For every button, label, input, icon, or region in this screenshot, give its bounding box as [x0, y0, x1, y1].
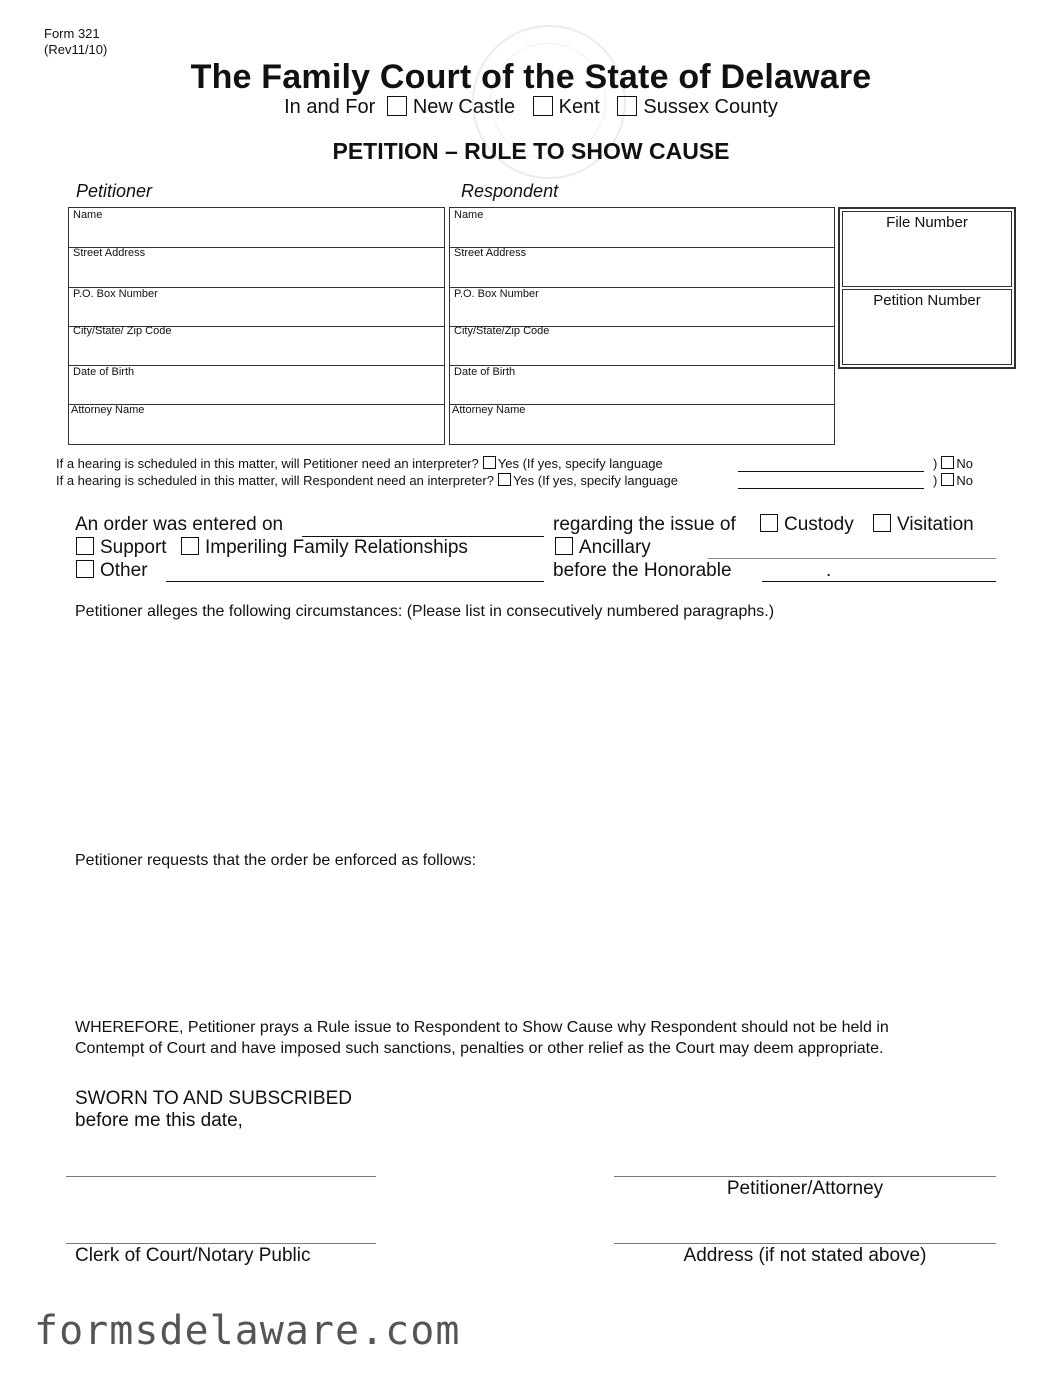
support-option	[76, 537, 167, 559]
visitation-label: Visitation	[897, 514, 974, 535]
petition-title: PETITION – RULE TO SHOW CAUSE	[332, 138, 730, 164]
site-watermark: formsdelaware.com	[34, 1308, 461, 1354]
file-number-field[interactable]	[842, 211, 1012, 287]
ancillary-input[interactable]	[708, 540, 996, 559]
petitioner-name-field[interactable]: Name	[73, 209, 103, 221]
other-option	[76, 560, 148, 582]
petitioner-pobox-field[interactable]: P.O. Box Number	[73, 288, 158, 300]
ancillary-option	[555, 537, 651, 559]
respondent-attorney-field[interactable]: Attorney Name	[452, 404, 526, 416]
respondent-interpreter-no-label: No	[956, 473, 973, 488]
custody-checkbox[interactable]	[760, 514, 778, 532]
custody-option	[760, 514, 854, 536]
ancillary-checkbox[interactable]	[555, 537, 573, 555]
petitioner-interpreter-row	[56, 456, 663, 471]
respondent-dob-field[interactable]: Date of Birth	[454, 366, 516, 378]
petitioner-info-box	[68, 207, 445, 445]
petitioner-interpreter-no	[933, 456, 973, 471]
petitioner-street-field[interactable]: Street Address	[73, 247, 146, 259]
county-selector	[0, 96, 1062, 119]
clerk-label: Clerk of Court/Notary Public	[75, 1245, 311, 1266]
petitioner-interpreter-question: If a hearing is scheduled in this matter, will Petitioner need an interpreter?	[56, 456, 479, 471]
visitation-option	[873, 514, 974, 536]
notary-date-signature-line[interactable]	[66, 1176, 376, 1177]
other-label: Other	[100, 560, 148, 581]
petitioner-attorney-field[interactable]: Attorney Name	[71, 404, 145, 416]
requests-text-area[interactable]	[75, 880, 995, 1010]
sworn-line-1: SWORN TO AND SUBSCRIBED	[75, 1088, 352, 1109]
kent-label: Kent	[558, 96, 600, 118]
respondent-info-box	[449, 207, 835, 445]
order-date-input[interactable]	[302, 516, 544, 537]
wherefore-line-2: Contempt of Court and have imposed such sanctions, penalties or other relief as the Court may deem appropriate.	[75, 1040, 884, 1057]
judge-period: .	[826, 560, 832, 581]
respondent-interpreter-no-checkbox[interactable]	[941, 473, 954, 486]
wherefore-line-1: WHEREFORE, Petitioner prays a Rule issue to Respondent to Show Cause why Respondent should not be held in	[75, 1019, 889, 1036]
allegations-text-area[interactable]	[75, 630, 995, 840]
respondent-interpreter-row	[56, 473, 678, 488]
imperiling-option	[181, 537, 468, 559]
sworn-line-2: before me this date,	[75, 1110, 243, 1131]
before-honorable-label: before the Honorable	[553, 560, 732, 581]
respondent-interpreter-no	[933, 473, 973, 488]
clerk-signature-line[interactable]	[66, 1243, 376, 1244]
respondent-street-field[interactable]: Street Address	[454, 247, 527, 259]
other-input[interactable]	[166, 562, 544, 582]
imperiling-label: Imperiling Family Relationships	[205, 537, 468, 558]
petitioner-signature-line[interactable]	[614, 1176, 996, 1177]
new-castle-checkbox[interactable]	[387, 96, 407, 116]
file-number-box	[838, 207, 1016, 369]
respondent-heading: Respondent	[461, 181, 559, 201]
regarding-label: regarding the issue of	[553, 514, 736, 535]
petitioner-interpreter-no-label: No	[956, 456, 973, 471]
respondent-interpreter-yes-label: Yes (If yes, specify language	[512, 473, 678, 488]
petition-number-label: Petition Number	[873, 292, 981, 309]
form-revision: (Rev11/10)	[44, 42, 108, 57]
petitioner-interpreter-yes-checkbox[interactable]	[483, 456, 496, 469]
judge-name-input[interactable]	[762, 562, 996, 582]
sussex-checkbox[interactable]	[617, 96, 637, 116]
respondent-interpreter-question: If a hearing is scheduled in this matter, will Respondent need an interpreter?	[56, 473, 494, 488]
petitioner-interpreter-yes-label: Yes (If yes, specify language	[497, 456, 663, 471]
custody-label: Custody	[784, 514, 854, 535]
petitioner-close-paren: )	[933, 456, 938, 471]
support-label: Support	[100, 537, 167, 558]
petition-number-field[interactable]	[842, 289, 1012, 365]
petitioner-attorney-label: Petitioner/Attorney	[726, 1178, 884, 1199]
respondent-pobox-field[interactable]: P.O. Box Number	[454, 288, 539, 300]
imperiling-checkbox[interactable]	[181, 537, 199, 555]
kent-checkbox[interactable]	[533, 96, 553, 116]
alleges-instructions: Petitioner alleges the following circumstances: (Please list in consecutively numbered paragraphs.)	[75, 603, 775, 620]
petitioner-interpreter-no-checkbox[interactable]	[941, 456, 954, 469]
respondent-close-paren: )	[933, 473, 938, 488]
address-label: Address (if not stated above)	[683, 1245, 927, 1266]
ancillary-label: Ancillary	[579, 537, 651, 558]
file-number-label: File Number	[886, 214, 968, 231]
address-signature-line[interactable]	[614, 1243, 996, 1244]
petitioner-dob-field[interactable]: Date of Birth	[73, 366, 135, 378]
in-and-for-label: In and For	[284, 96, 376, 118]
requests-instructions: Petitioner requests that the order be enforced as follows:	[75, 852, 477, 869]
other-checkbox[interactable]	[76, 560, 94, 578]
order-entered-label: An order was entered on	[75, 514, 284, 535]
petitioner-heading: Petitioner	[76, 181, 153, 201]
respondent-language-input[interactable]	[738, 473, 924, 489]
petitioner-language-input[interactable]	[738, 456, 924, 472]
support-checkbox[interactable]	[76, 537, 94, 555]
sussex-label: Sussex County	[643, 96, 778, 118]
form-number: Form 321	[44, 26, 100, 41]
visitation-checkbox[interactable]	[873, 514, 891, 532]
new-castle-label: New Castle	[412, 96, 516, 118]
wherefore-paragraph	[75, 1017, 889, 1059]
petitioner-city-field[interactable]: City/State/ Zip Code	[73, 325, 172, 337]
respondent-name-field[interactable]: Name	[454, 209, 484, 221]
sworn-block	[75, 1088, 352, 1132]
respondent-city-field[interactable]: City/State/Zip Code	[454, 325, 550, 337]
respondent-interpreter-yes-checkbox[interactable]	[498, 473, 511, 486]
form-number-block	[44, 26, 107, 58]
court-title: The Family Court of the State of Delaware	[190, 58, 872, 96]
